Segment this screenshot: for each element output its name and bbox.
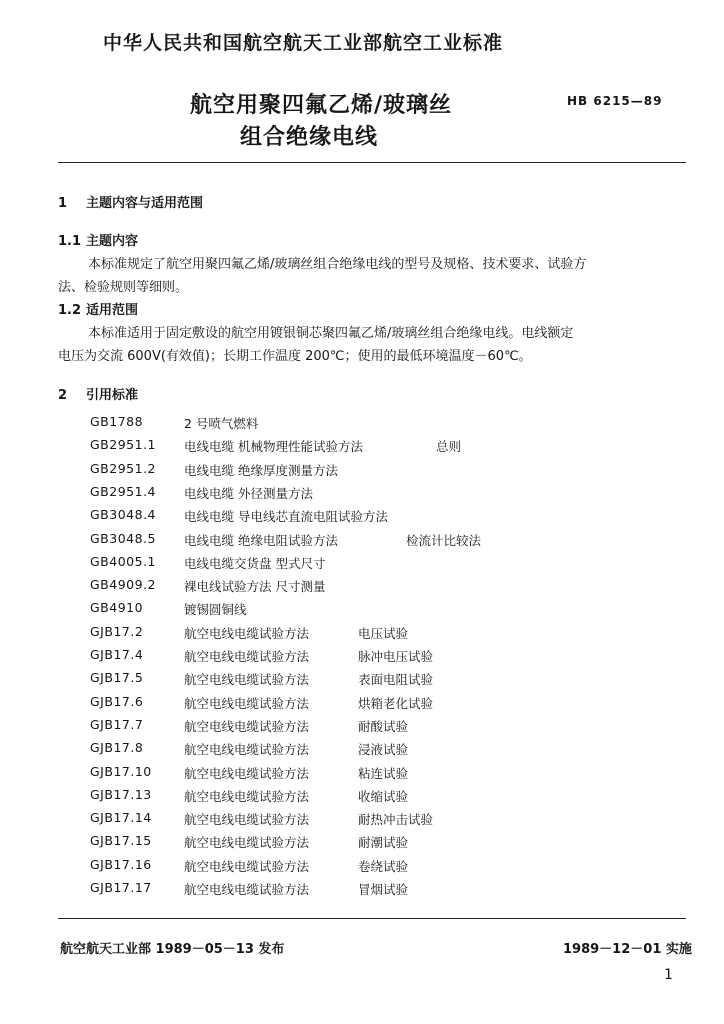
footer-divider <box>58 918 686 919</box>
reference-code: GJB17.5 <box>90 670 144 686</box>
reference-title: 航空电线电缆试验方法 <box>184 742 310 758</box>
section-2-heading <box>58 384 138 403</box>
reference-code: GJB17.14 <box>90 810 152 826</box>
reference-title: 电线电缆交货盘 型式尺寸 <box>184 555 326 571</box>
reference-title: 航空电线电缆试验方法 <box>184 718 310 734</box>
section-1-2-heading <box>58 299 138 318</box>
reference-code: GB4005.1 <box>90 553 156 569</box>
section-1-title: 主题内容与适用范围 <box>86 196 204 211</box>
reference-code: GJB17.13 <box>90 786 152 802</box>
section-1-1-heading <box>58 230 138 249</box>
reference-title: 航空电线电缆试验方法 <box>184 765 310 781</box>
reference-subtitle: 耐潮试验 <box>358 835 409 851</box>
reference-subtitle: 冒烟试验 <box>358 882 409 897</box>
reference-title: 电线电缆 外径测量方法 <box>184 485 313 501</box>
reference-code: GB2951.1 <box>90 437 156 453</box>
section-1-2-number: 1.2 <box>58 303 82 318</box>
document-title-line2: 组合绝缘电线 <box>240 125 379 150</box>
reference-subtitle: 耐热冲击试验 <box>358 812 434 828</box>
reference-title: 电线电缆 绝缘厚度测量方法 <box>184 462 338 478</box>
page-number: 1 <box>664 967 673 983</box>
reference-code: GJB17.4 <box>90 647 144 662</box>
reference-title: 航空电线电缆试验方法 <box>184 858 310 874</box>
section-1-1-paragraph <box>58 253 587 295</box>
reference-code: GB2951.4 <box>90 483 156 499</box>
reference-subtitle: 耐酸试验 <box>358 718 409 734</box>
section-1-number: 1 <box>58 196 68 211</box>
reference-code: GJB17.7 <box>90 716 144 732</box>
reference-subtitle: 粘连试验 <box>358 765 409 781</box>
reference-title: 电线电缆 导电线芯直流电阻试验方法 <box>184 509 388 525</box>
section-1-2-paragraph <box>58 322 574 364</box>
reference-title: 电线电缆 绝缘电阻试验方法 <box>184 532 338 548</box>
section-1-1-title: 主题内容 <box>86 234 139 249</box>
reference-subtitle: 电压试验 <box>358 625 409 641</box>
reference-code: GB1788 <box>90 414 144 429</box>
reference-code: GJB17.6 <box>90 693 144 709</box>
reference-subtitle: 烘箱老化试验 <box>358 695 434 711</box>
reference-code: GJB17.8 <box>90 740 144 756</box>
ministry-standard-heading: 中华人民共和国航空航天工业部航空工业标准 <box>103 32 504 54</box>
reference-subtitle: 脉冲电压试验 <box>358 649 434 664</box>
reference-title: 航空电线电缆试验方法 <box>184 625 310 641</box>
section-2-number: 2 <box>58 388 68 403</box>
reference-subtitle: 卷绕试验 <box>358 858 409 874</box>
section-1-1-line1: 本标准规定了航空用聚四氟乙烯/玻璃丝组合绝缘电线的型号及规格、技术要求、试验方 <box>88 257 587 272</box>
header-divider <box>58 162 686 163</box>
section-1-1-number: 1.1 <box>58 234 82 249</box>
reference-title: 航空电线电缆试验方法 <box>184 695 310 711</box>
reference-title: 航空电线电缆试验方法 <box>184 672 310 688</box>
reference-title: 航空电线电缆试验方法 <box>184 835 310 851</box>
section-1-2-title: 适用范围 <box>86 303 139 318</box>
section-1-heading <box>58 192 203 211</box>
standard-number: HB 6215—89 <box>567 94 663 108</box>
reference-code: GB3048.5 <box>90 530 156 546</box>
reference-title: 航空电线电缆试验方法 <box>184 812 310 828</box>
reference-subtitle: 表面电阻试验 <box>358 672 434 688</box>
section-1-1-line2: 法、检验规则等细则。 <box>58 280 189 295</box>
reference-title: 航空电线电缆试验方法 <box>184 788 310 804</box>
reference-title: 镀锡圆铜线 <box>184 602 247 618</box>
reference-title: 裸电线试验方法 尺寸测量 <box>184 579 326 595</box>
issue-date: 航空航天工业部 1989－05－13 发布 <box>60 942 285 957</box>
reference-code: GB2951.2 <box>90 460 156 476</box>
reference-title: 电线电缆 机械物理性能试验方法 <box>184 439 363 455</box>
reference-subtitle: 总则 <box>436 439 462 455</box>
reference-code: GJB17.10 <box>90 763 152 779</box>
reference-subtitle: 浸液试验 <box>358 742 409 758</box>
section-1-2-line2: 电压为交流 600V(有效值)；长期工作温度 200℃；使用的最低环境温度－60℃。 <box>58 349 532 364</box>
reference-code: GJB17.16 <box>90 856 152 872</box>
reference-title: 2 号喷气燃料 <box>184 416 259 431</box>
reference-title: 航空电线电缆试验方法 <box>184 649 310 664</box>
reference-code: GJB17.2 <box>90 623 144 639</box>
reference-title: 航空电线电缆试验方法 <box>184 882 310 897</box>
document-title-line1: 航空用聚四氟乙烯/玻璃丝 <box>190 93 453 118</box>
section-1-2-line1: 本标准适用于固定敷设的航空用镀银铜芯聚四氟乙烯/玻璃丝组合绝缘电线。电线额定 <box>88 326 574 341</box>
reference-code: GJB17.17 <box>90 880 152 895</box>
reference-code: GB3048.4 <box>90 507 156 523</box>
reference-subtitle: 检流计比较法 <box>406 532 482 548</box>
reference-subtitle: 收缩试验 <box>358 788 409 804</box>
effective-date: 1989－12－01 实施 <box>563 942 692 957</box>
section-2-title: 引用标准 <box>86 388 139 403</box>
reference-code: GB4909.2 <box>90 577 156 593</box>
reference-code: GJB17.15 <box>90 833 152 849</box>
reference-code: GB4910 <box>90 600 144 616</box>
